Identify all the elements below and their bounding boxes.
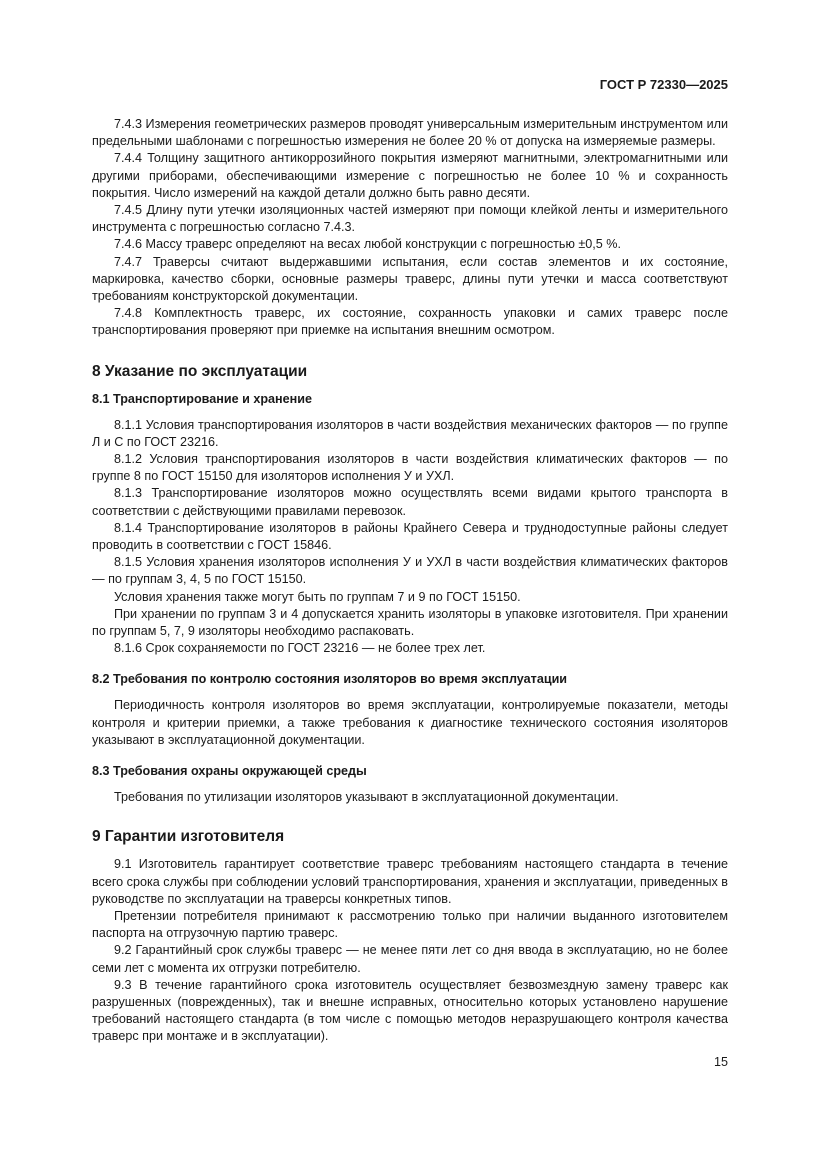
paragraph-8-1-6: 8.1.6 Срок сохраняемости по ГОСТ 23216 — не более трех лет. (114, 641, 486, 656)
page-number: 15 (713, 1055, 728, 1069)
subsection-8-2-heading: 8.2 Требования по контролю состояния изоляторов во время эксплуатации (92, 672, 568, 687)
paragraph-9-1: 9.1 Изготовитель гарантирует соответствие траверс требованиям настоящего стандарта в течение всего срока службы при соблюдении условий транспортирования, хранения и эксплуатации, приведенных в руководстве по эксплуатации на траверсы конкретных типов. (92, 857, 728, 906)
paragraph-8-1-5: 8.1.5 Условия хранения изоляторов исполнения У и УХЛ в части воздействия климатических факторов — по группам 3, 4, 5 по ГОСТ 15150. (92, 555, 728, 587)
paragraph-9-1-claims: Претензии потребителя принимают к рассмотрению только при наличии выданного изготовителем паспорта на отгрузочную партию траверс. (92, 908, 728, 941)
paragraph-9-3: 9.3 В течение гарантийного срока изготовитель осуществляет безвозмездную замену траверс как разрушенных (поврежденных), так и внешне исправных, относительно которых установлено нарушение требований настоящего стандарта (в том числе с помощью методов неразрушающего контроля качества траверс при монтаже и в эксплуатации). (92, 977, 728, 1044)
paragraph-7-4-5: 7.4.5 Длину пути утечки изоляционных частей измеряют при помощи клейкой ленты и измерительного инструмента с погрешностью согласно 7.4.3. (92, 203, 728, 235)
paragraph-8-1-2: 8.1.2 Условия транспортирования изоляторов в части воздействия климатических факторов — по группе 8 по ГОСТ 15150 для изоляторов исполнения У и УХЛ. (92, 452, 728, 484)
paragraph-7-4-3: 7.4.3 Измерения геометрических размеров проводят универсальным измерительным инструментом или предельными шаблонами с погрешностью измерения не более 20 % от допуска на измеряемые размеры. (92, 117, 728, 149)
paragraph-9-2: 9.2 Гарантийный срок службы траверс — не менее пяти лет со дня ввода в эксплуатацию, но не более семи лет с момента их отгрузки потребителю. (92, 943, 728, 975)
paragraph-8-1-5-unpack: При хранении по группам 3 и 4 допускается хранить изоляторы в упаковке изготовителя. При хранении по группам 5, 7, 9 изоляторы необходимо распаковать. (92, 606, 728, 639)
paragraph-7-4-7: 7.4.7 Траверсы считают выдержавшими испытания, если состав элементов и их состояние, маркировка, качество сборки, основные размеры траверс, длины пути утечки и масса соответствуют требованиям конструкторской документации. (92, 254, 728, 304)
document-header: ГОСТ Р 72330—2025 (599, 77, 728, 92)
page-content (92, 116, 728, 1046)
paragraph-8-3: Требования по утилизации изоляторов указывают в эксплуатационной документации. (114, 790, 619, 805)
section-8-heading: 8 Указание по эксплуатации (92, 362, 308, 380)
subsection-8-3-heading: 8.3 Требования охраны окружающей среды (92, 764, 367, 779)
paragraph-7-4-4: 7.4.4 Толщину защитного антикоррозийного покрытия измеряют магнитными, электромагнитными или другими приборами, обеспечивающими измерение с погрешностью не более 10 % и сохранность покрытия. Число измерений на каждой детали должно быть равно десяти. (92, 151, 728, 200)
paragraph-8-1-1: 8.1.1 Условия транспортирования изоляторов в части воздействия механических факторов — по группе Л и С по ГОСТ 23216. (92, 417, 728, 449)
section-9-heading: 9 Гарантии изготовителя (92, 828, 285, 846)
paragraph-7-4-8: 7.4.8 Комплектность траверс, их состояние, сохранность упаковки и самих траверс после транспортирования проверяют при приемке на испытания внешним осмотром. (92, 306, 728, 338)
paragraph-8-1-5-storage: Условия хранения также могут быть по группам 7 и 9 по ГОСТ 15150. (114, 589, 521, 604)
paragraph-8-2: Периодичность контроля изоляторов во время эксплуатации, контролируемые показатели, методы контроля и критерии приемки, а также требования к диагностике технического состояния изоляторов указывают в эксплуатационной документации. (92, 698, 728, 747)
subsection-8-1-heading: 8.1 Транспортирование и хранение (92, 391, 312, 406)
paragraph-7-4-6: 7.4.6 Массу траверс определяют на весах любой конструкции с погрешностью ±0,5 %. (114, 237, 622, 252)
paragraph-8-1-4: 8.1.4 Транспортирование изоляторов в районы Крайнего Севера и труднодоступные районы следует проводить в соответствии с ГОСТ 15846. (92, 520, 728, 553)
paragraph-8-1-3: 8.1.3 Транспортирование изоляторов можно осуществлять всеми видами крытого транспорта в соответствии с действующими правилами перевозок. (92, 486, 728, 518)
